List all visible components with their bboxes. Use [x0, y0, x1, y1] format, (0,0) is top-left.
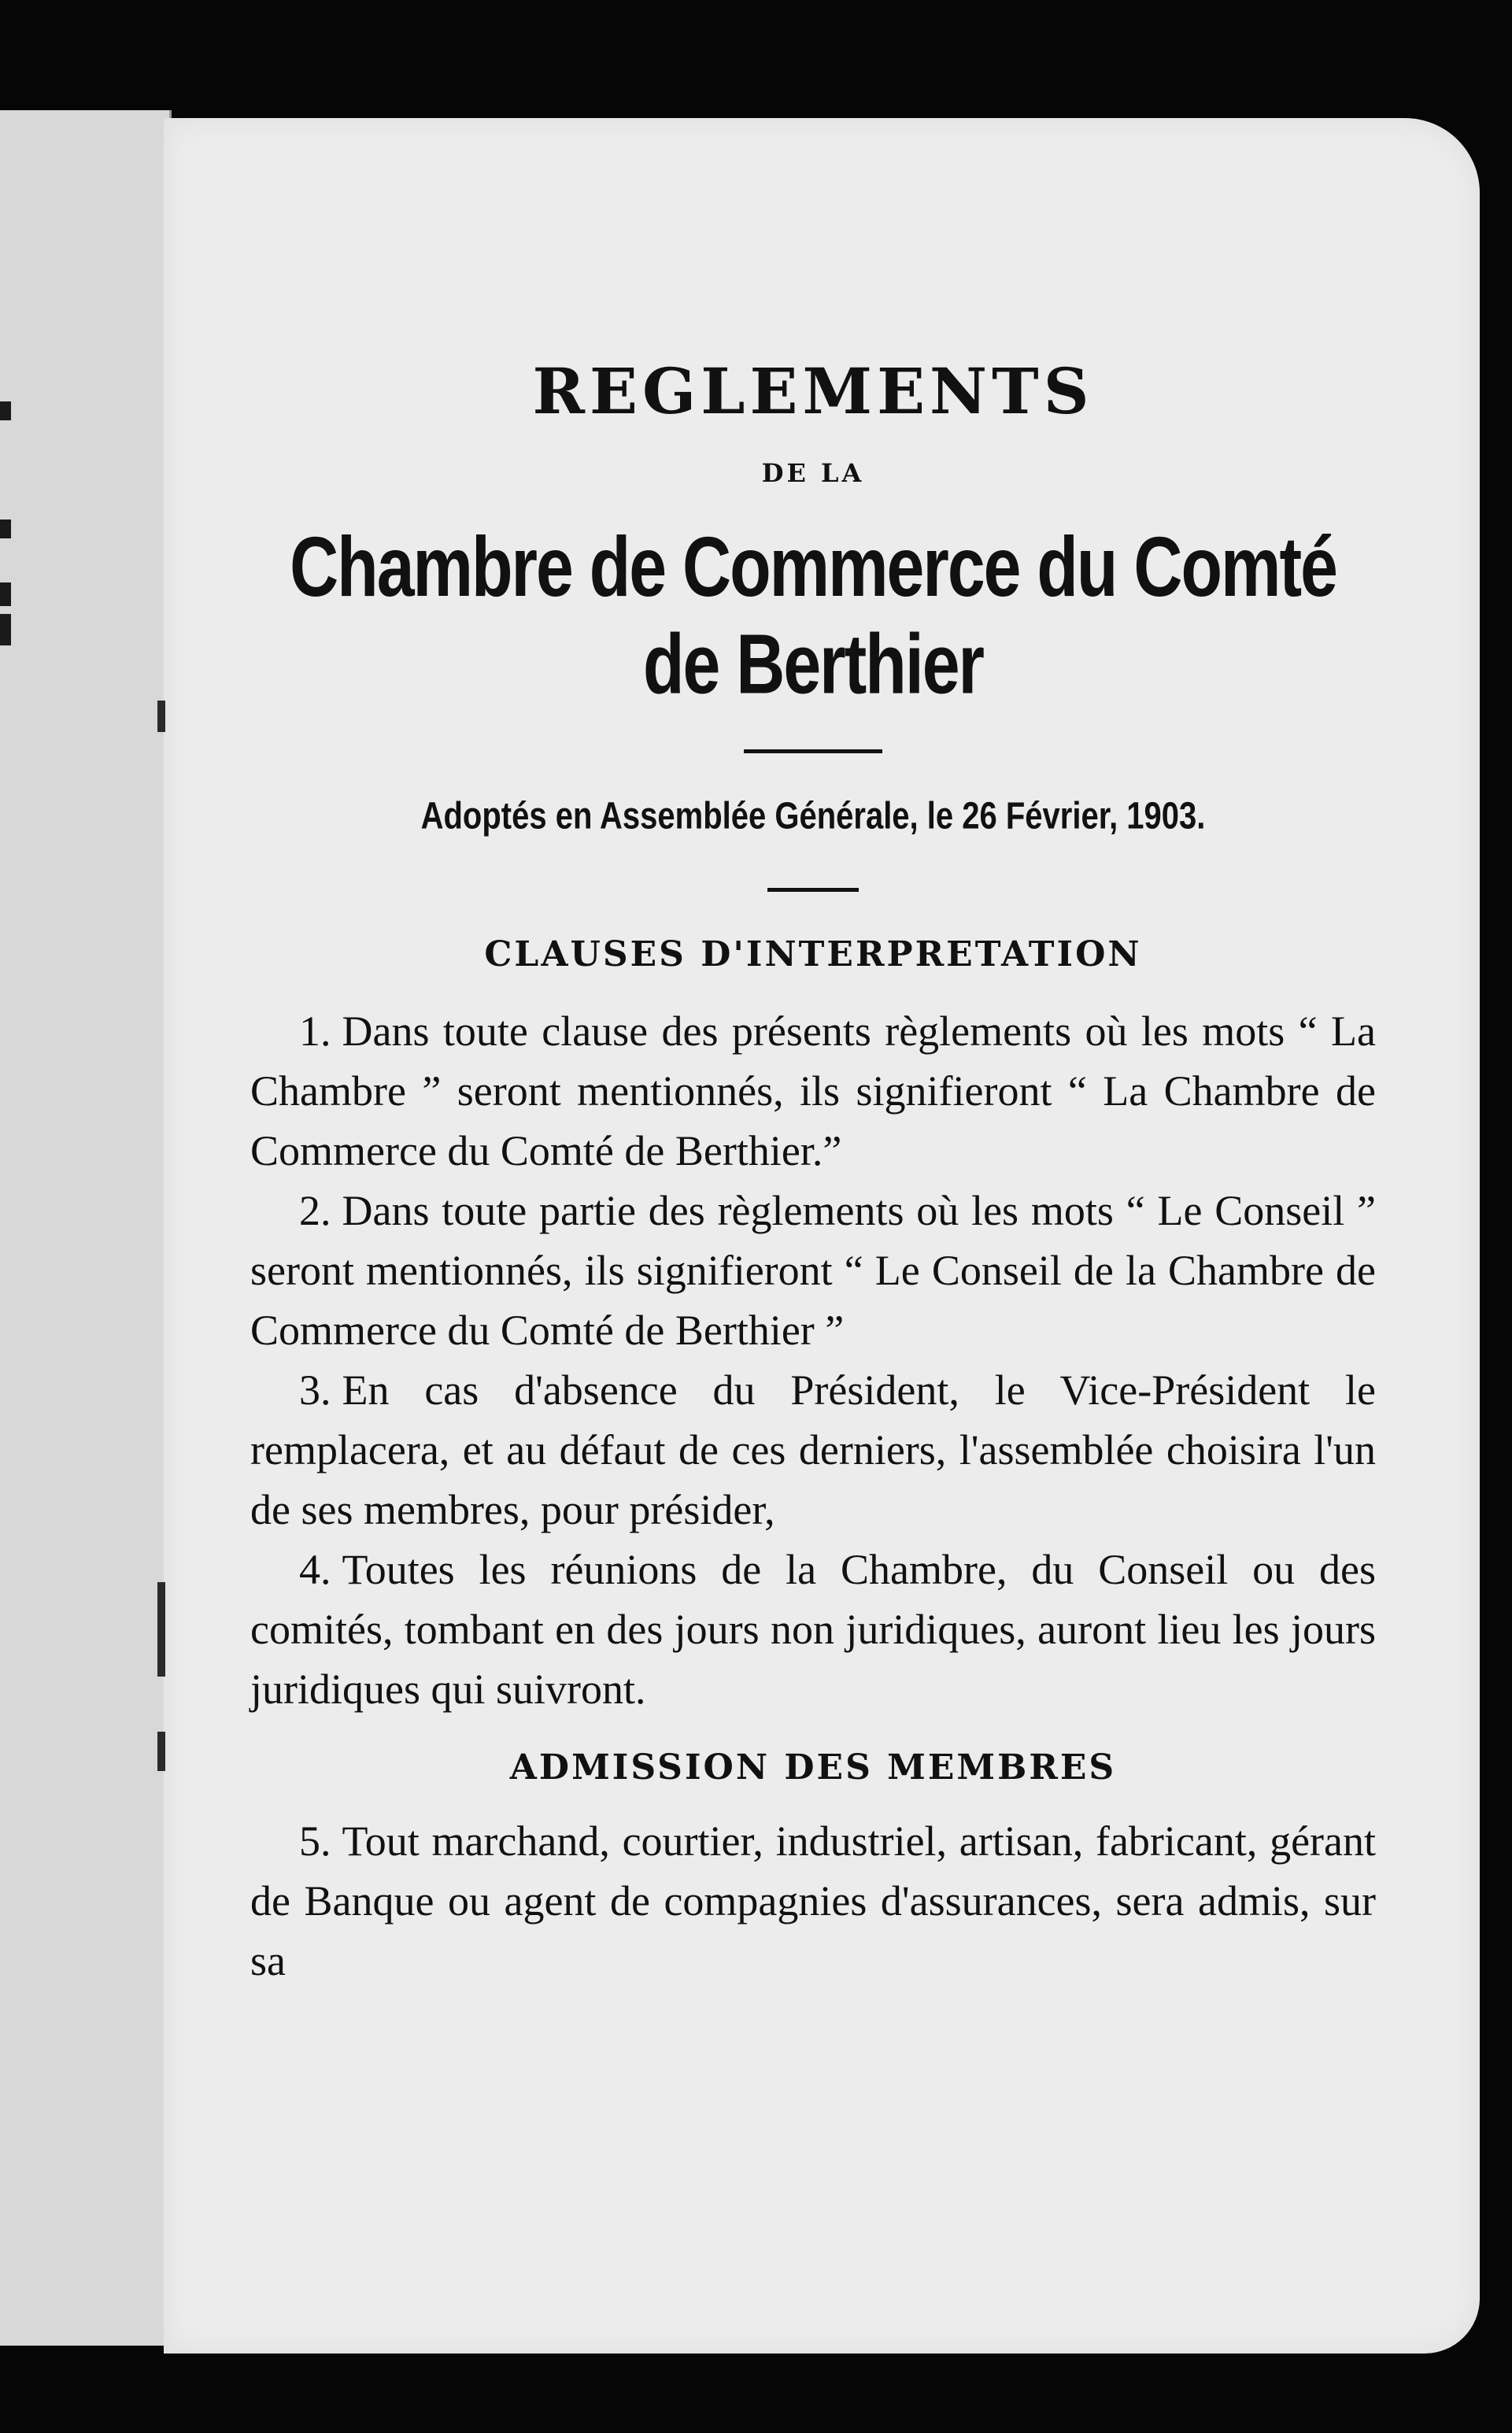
left-facing-page — [0, 110, 172, 2346]
article-number: 4. — [299, 1546, 331, 1593]
document-page — [164, 118, 1480, 2354]
spine-mark — [157, 701, 165, 732]
article-number: 3. — [299, 1366, 331, 1414]
divider-rule — [744, 749, 882, 753]
divider-rule — [767, 888, 859, 892]
document-title: REGLEMENTS — [532, 354, 1094, 428]
page-content — [250, 354, 1376, 1991]
adoption-date-line: Adoptés en Assemblée Générale, le 26 Février, 1903. — [420, 795, 1206, 837]
spine-mark — [157, 1582, 165, 1677]
left-page-edge-mark — [0, 520, 11, 538]
article-text: Tout marchand, courtier, industriel, artisan, fabricant, gérant de Banque ou agent de compagnies d'assurances, sera admis, sur sa — [250, 1817, 1376, 1984]
article-paragraph — [250, 1540, 1376, 1719]
chamber-name-heading: Chambre de Commerce du Comté de Berthier — [290, 520, 1336, 712]
article-paragraph — [250, 1001, 1376, 1181]
section-heading-interpretation: CLAUSES D'INTERPRETATION — [484, 934, 1142, 974]
section-heading-admission: ADMISSION DES MEMBRES — [509, 1747, 1117, 1788]
spine-mark — [157, 1732, 165, 1771]
article-paragraph — [250, 1181, 1376, 1360]
article-number: 2. — [299, 1187, 331, 1234]
article-text: Dans toute clause des présents règlements où les mots “ La Chambre ” seront mentionnés, ils signifieront “ La Chambre de Commerce du Comté de Berthier.” — [250, 1008, 1376, 1174]
left-page-edge-mark — [0, 582, 11, 606]
article-number: 1. — [299, 1008, 331, 1055]
article-text: En cas d'absence du Président, le Vice-Président le remplacera, et au défaut de ces derniers, l'assemblée choisira l'un de ses membres, pour présider, — [250, 1366, 1376, 1533]
article-text: Dans toute partie des règlements où les mots “ Le Conseil ” seront mentionnés, ils signifieront “ Le Conseil de la Chambre de Commerce du Comté de Berthier ” — [250, 1187, 1376, 1354]
article-paragraph — [250, 1360, 1376, 1540]
article-number: 5. — [299, 1817, 331, 1865]
article-text: Toutes les réunions de la Chambre, du Conseil ou des comités, tombant en des jours non juridiques, auront lieu les jours juridiques qui suivront. — [250, 1546, 1376, 1713]
document-subtitle-connector: DE LA — [761, 458, 865, 488]
left-page-edge-mark — [0, 401, 11, 420]
left-page-edge-mark — [0, 614, 11, 645]
article-paragraph — [250, 1811, 1376, 1991]
